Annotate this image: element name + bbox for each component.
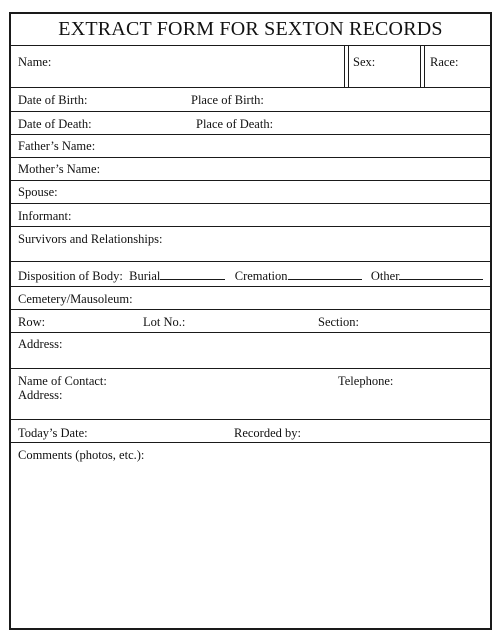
lot-number-label: Lot No.:: [143, 315, 186, 329]
comments-label: Comments (photos, etc.):: [18, 448, 145, 462]
divider: [11, 226, 490, 227]
cemetery-label: Cemetery/Mausoleum:: [18, 292, 133, 306]
divider: [11, 286, 490, 287]
disposition-label: [18, 268, 483, 284]
form-title: EXTRACT FORM FOR SEXTON RECORDS: [58, 18, 443, 40]
date-of-death-label: Date of Death:: [18, 117, 92, 131]
divider: [11, 368, 490, 369]
todays-date-label: Today’s Date:: [18, 426, 88, 440]
row-label: Row:: [18, 315, 46, 329]
divider: [424, 45, 425, 87]
place-of-birth-label: Place of Birth:: [191, 93, 264, 107]
divider: [11, 309, 490, 310]
name-field-label: Name:: [18, 55, 52, 69]
address-label: Address:: [18, 337, 63, 351]
divider: [11, 134, 490, 135]
divider: [11, 111, 490, 112]
sexton-extract-form: [9, 12, 492, 630]
section-label: Section:: [318, 315, 359, 329]
place-of-death-label: Place of Death:: [196, 117, 274, 131]
mothers-name-label: Mother’s Name:: [18, 162, 101, 176]
other-label: Other: [370, 269, 400, 283]
divider: [11, 261, 490, 262]
divider: [11, 87, 490, 88]
contact-address-label: Address:: [18, 388, 63, 402]
other-blank: [399, 268, 483, 280]
burial-blank: [160, 268, 225, 280]
spouse-label: Spouse:: [18, 185, 58, 199]
cremation-label: Cremation: [234, 269, 288, 283]
burial-label: Burial: [129, 269, 161, 283]
divider: [11, 332, 490, 333]
recorded-by-label: Recorded by:: [234, 426, 301, 440]
divider: [420, 45, 421, 87]
telephone-label: Telephone:: [338, 374, 394, 388]
divider: [11, 180, 490, 181]
divider: [11, 203, 490, 204]
cremation-blank: [288, 268, 362, 280]
survivors-label: Survivors and Relationships:: [18, 232, 163, 246]
divider: [348, 45, 349, 87]
disposition-of-body-label: Disposition of Body:: [18, 269, 123, 283]
divider: [11, 45, 490, 46]
divider: [11, 419, 490, 420]
contact-name-label: Name of Contact:: [18, 374, 107, 388]
divider: [11, 442, 490, 443]
divider: [344, 45, 345, 87]
divider: [11, 157, 490, 158]
sex-field-label: Sex:: [353, 55, 376, 69]
informant-label: Informant:: [18, 209, 72, 223]
date-of-birth-label: Date of Birth:: [18, 93, 88, 107]
race-field-label: Race:: [430, 55, 459, 69]
fathers-name-label: Father’s Name:: [18, 139, 96, 153]
